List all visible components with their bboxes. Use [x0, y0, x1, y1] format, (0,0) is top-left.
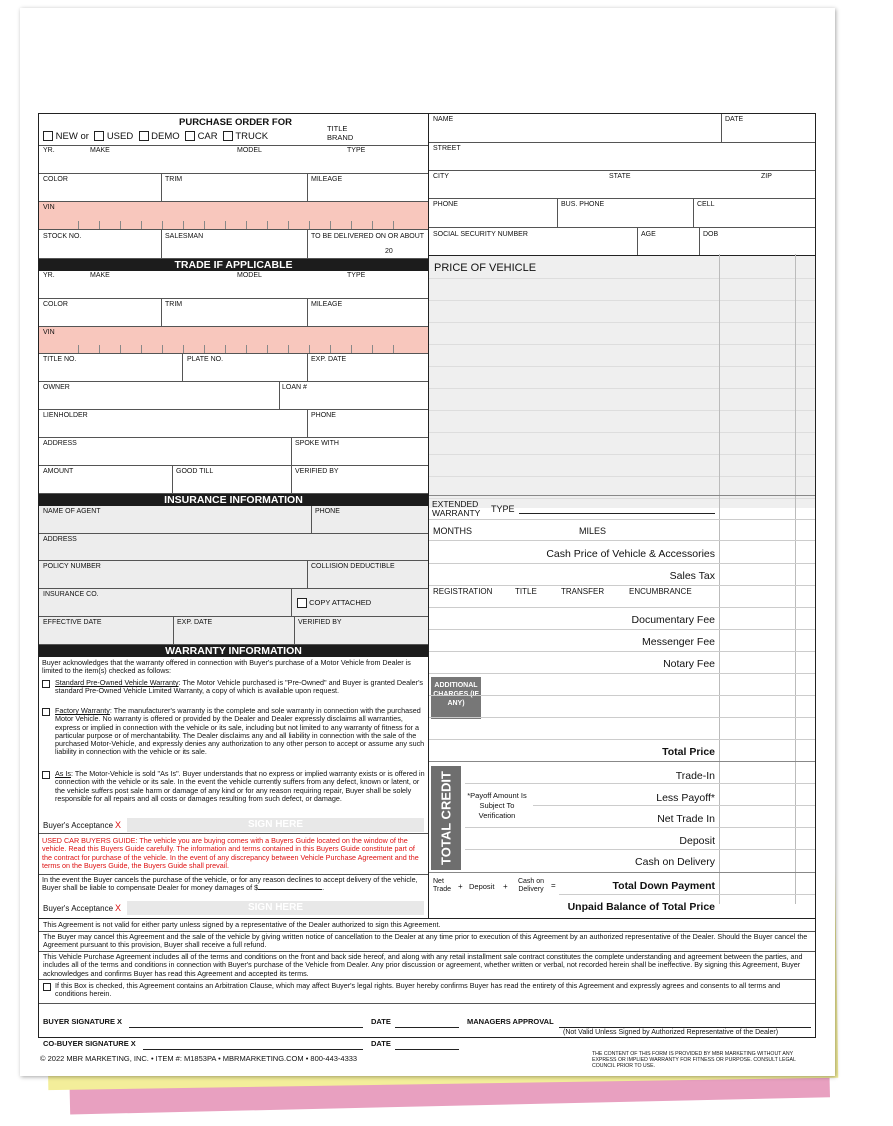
price-entry-area[interactable] [429, 256, 815, 508]
vin-char-tick [120, 345, 121, 353]
price-grid-line [429, 498, 815, 499]
street-row[interactable] [429, 143, 815, 171]
trade-color-row[interactable] [39, 299, 428, 327]
vin-char-tick [330, 221, 331, 229]
buyer-signature-field[interactable] [129, 1027, 363, 1028]
car-label: CAR [197, 131, 218, 142]
effective-label: EFFECTIVE DATE [43, 619, 102, 626]
vin-char-tick [225, 221, 226, 229]
trade-verified-label: VERIFIED BY [295, 468, 339, 475]
buyer-signature-label: BUYER SIGNATURE X [43, 1017, 123, 1026]
agent-row[interactable] [39, 506, 428, 534]
cash-on-delivery-label: Cash on Delivery [635, 856, 715, 868]
vin-label: VIN [43, 204, 55, 211]
trade-address-row[interactable] [39, 438, 428, 466]
price-grid-line [429, 454, 815, 455]
factory-warranty-checkbox[interactable] [42, 708, 50, 716]
sales-tax-label: Sales Tax [669, 570, 715, 582]
vin-char-tick [99, 345, 100, 353]
company-label: INSURANCE CO. [43, 591, 99, 598]
trade-address-label: ADDRESS [43, 440, 77, 447]
company-row[interactable] [39, 589, 428, 617]
vin-char-tick [309, 345, 310, 353]
vin-char-tick [246, 345, 247, 353]
year-prefix: 20 [385, 248, 393, 255]
extended-warranty-label: EXTENDED WARRANTY [432, 499, 481, 518]
ssn-row[interactable] [429, 228, 815, 256]
policy-label: POLICY NUMBER [43, 563, 101, 570]
zip-label: ZIP [761, 173, 772, 180]
agent-label: NAME OF AGENT [43, 508, 101, 515]
phone-row[interactable] [429, 199, 815, 228]
price-grid-line [429, 432, 815, 433]
vin-char-tick [183, 221, 184, 229]
price-grid-line [429, 344, 815, 345]
factory-warranty-text: : The manufacturer's warranty is the complete and sole warranty in connection with the purchased Motor Vehicle. No warranty is offered or provided by the Dealer and Dealer expressly disclaims all warranties, express or implied in connection with the vehicle or its sale, including but not limited to any warranty of fitness for a particular purpose or of merchantability. The Dealer disclaims any and all liability in connection with the sale of the purchased Motor-Vehicle, and expressly denies any authorization to any other person to accept or assume any such liability in connection with the vehicle or its sale. [55, 706, 425, 757]
exp-date-label: EXP. DATE [311, 356, 347, 363]
trade-trim-label: TRIM [165, 301, 183, 308]
vin-char-tick [204, 345, 205, 353]
total-down-label: Total Down Payment [612, 880, 715, 892]
price-grid-line [429, 410, 815, 411]
used-label: USED [106, 131, 134, 142]
warranty-type-label: TYPE [491, 504, 515, 514]
trade-model-label: MODEL [237, 272, 262, 279]
purchase-order-title: PURCHASE ORDER FOR [179, 117, 292, 128]
buyer-date-field[interactable] [395, 1027, 459, 1028]
ssn-label: SOCIAL SECURITY NUMBER [433, 231, 528, 238]
ins-exp-label: EXP. DATE [177, 619, 213, 626]
formula-plus-2: + [503, 882, 508, 891]
terms-agreement: This Vehicle Purchase Agreement includes all of the terms and conditions on the front and back side hereof, and along with any retail installment sale contract constitutes the complete understanding and agreement between the parties, and includes all of the terms and conditions in connection with Buyer's purchase of the Vehicle from Dealer. Any prior discussion or agreement, whether written or verbal, not recorded herein shall be ineffective. By signing this Agreement, Buyer acknowledges and confirms Buyer has read this Agreement and accepted its terms. [43, 952, 803, 978]
loan-label: LOAN # [282, 384, 307, 391]
factory-warranty [42, 707, 426, 757]
formula-cod: Cash on Delivery [517, 878, 545, 893]
purchase-order-form [38, 113, 816, 1048]
lienholder-label: LIENHOLDER [43, 412, 88, 419]
trade-mileage-label: MILEAGE [311, 301, 343, 308]
vin-field[interactable] [39, 202, 428, 230]
amount-row[interactable] [39, 466, 428, 494]
demo-label: DEMO [151, 131, 180, 142]
name-row[interactable] [429, 114, 815, 143]
cell-label: CELL [697, 201, 715, 208]
arbitration-checkbox[interactable] [43, 983, 51, 991]
registration-label: REGISTRATION [433, 587, 493, 596]
vin-char-tick [288, 221, 289, 229]
ins-verified-label: VERIFIED BY [298, 619, 342, 626]
trade-vehicle-row[interactable] [39, 271, 428, 299]
acceptance-x: X [115, 820, 122, 830]
effective-row[interactable] [39, 617, 428, 645]
color-label: COLOR [43, 176, 68, 183]
price-grid-line [429, 476, 815, 477]
vin-char-tick [162, 345, 163, 353]
trade-vin-label: VIN [43, 329, 55, 336]
notary-fee-label: Notary Fee [663, 658, 715, 670]
left-column [39, 114, 429, 1037]
insurance-address-row[interactable] [39, 534, 428, 561]
insurance-address-label: ADDRESS [43, 536, 77, 543]
trade-color-label: COLOR [43, 301, 68, 308]
price-grid-line [429, 278, 815, 279]
purchase-order-header [39, 114, 428, 146]
copy-attached-label: COPY ATTACHED [309, 598, 372, 607]
sign-here-field[interactable]: SIGN HERE [127, 818, 424, 832]
vin-char-tick [330, 345, 331, 353]
good-till-label: GOOD TILL [176, 468, 214, 475]
lien-phone-label: PHONE [311, 412, 336, 419]
cobuyer-date-label: DATE [371, 1039, 391, 1048]
vin-char-tick [246, 221, 247, 229]
acceptance-x-2: X [115, 903, 122, 913]
terms-valid: This Agreement is not valid for either party unless signed by a representative of the Dealer authorized to sign this Agreement. [43, 920, 441, 929]
phone-label: PHONE [433, 201, 458, 208]
trade-make-label: MAKE [90, 272, 110, 279]
managers-approval-label: MANAGERS APPROVAL [467, 1017, 554, 1026]
sign-here-field-2[interactable]: SIGN HERE [127, 901, 424, 915]
trade-type-label: TYPE [347, 272, 366, 279]
title-row[interactable] [39, 354, 428, 382]
age-label: AGE [641, 231, 656, 238]
miles-label: MILES [579, 526, 607, 536]
cobuyer-signature-label: CO-BUYER SIGNATURE X [43, 1039, 136, 1048]
price-grid-line [429, 300, 815, 301]
truck-label: TRUCK [235, 131, 269, 142]
vin-char-tick [372, 345, 373, 353]
footer-copyright: © 2022 MBR MARKETING, INC. • ITEM #: M1853PA • MBRMARKETING.COM • 800-443-4333 [40, 1054, 358, 1063]
type-label: TYPE [347, 147, 366, 154]
trade-in-label: Trade-In [675, 770, 715, 782]
acceptance-label: Buyer's Acceptance [43, 821, 114, 830]
total-credit-bar [431, 766, 461, 870]
trim-label: TRIM [165, 176, 183, 183]
copy-attached [297, 598, 371, 608]
truck-checkbox[interactable] [223, 131, 233, 141]
bus-phone-label: BUS. PHONE [561, 201, 605, 208]
vin-char-tick [267, 221, 268, 229]
trade-yr-label: YR. [43, 272, 55, 279]
factory-warranty-title: Factory Warranty [55, 706, 110, 715]
acceptance-row [39, 816, 428, 834]
city-label: CITY [433, 173, 449, 180]
vin-char-tick [99, 221, 100, 229]
transfer-label: TRANSFER [561, 587, 605, 596]
terms-arbitration [43, 982, 813, 999]
vin-char-tick [267, 345, 268, 353]
cancel-notice: In the event the Buyer cancels the purchase of the vehicle, or for any reason declines to accept delivery of the vehicle, Buyer shall be liable to compensate Dealer for money damages of $ . [42, 875, 418, 893]
price-grid-line [429, 322, 815, 323]
cancel-text: In the event the Buyer cancels the purchase of the vehicle, or for any reason declines to accept delivery of the vehicle, Buyer shall be liable to compensate Dealer for money damages of $ [42, 875, 418, 893]
car-checkbox[interactable] [185, 131, 195, 141]
as-is-warranty [42, 770, 426, 803]
state-label: STATE [609, 173, 631, 180]
vin-char-tick [78, 345, 79, 353]
demo-checkbox[interactable] [139, 131, 149, 141]
vin-char-tick [162, 221, 163, 229]
total-credit-label: TOTAL CREDIT [438, 771, 454, 865]
terms-cancel: The Buyer may cancel this Agreement and the sale of the vehicle by giving written notice of cancellation to the Dealer at any time prior to execution of this Agreement by an authorized representative of the Dealer. Should the Buyer cancel the Agreement pursuant to this provision, Buyer shall receive a full refund. [43, 932, 808, 950]
documentary-fee-label: Documentary Fee [631, 614, 715, 626]
as-is-text: : The Motor-Vehicle is sold "As Is". Buyer understands that no express or implied warranty exists or is offered in connection with the vehicle or its sale. In the event the vehicle currently suffers from any defect, known or latent, or the vehicle suffers post sale harm or damage of any kind or for any reason requiring repair, Buyer shall be solely responsible for all repairs and all costs or damages resulting from such defect, or damage. [55, 769, 425, 803]
arbitration-text: If this Box is checked, this Agreement contains an Arbitration Clause, which may affect Buyer's legal rights. Buyer hereby confirms Buyer has read the entirety of this Agreement and expressly agrees and consents to all terms and conditions herein. [55, 981, 781, 999]
footer-disclaimer: THE CONTENT OF THIS FORM IS PROVIDED BY MBR MARKETING WITHOUT ANY EXPRESS OR IMPLIED WARRANTY FOR FITNESS OR PURPOSE. CONSULT LEGAL COUNCIL PRIOR TO USE. [592, 1051, 796, 1069]
new-label: NEW or [55, 131, 89, 142]
acceptance-row-2 [39, 898, 428, 918]
delivered-label: TO BE DELIVERED ON OR ABOUT [311, 233, 425, 240]
vin-char-tick [141, 345, 142, 353]
net-trade-label: Net Trade In [657, 813, 715, 825]
collision-label: COLLISION DEDUCTIBLE [311, 563, 395, 570]
vin-char-tick [372, 221, 373, 229]
lienholder-row[interactable] [39, 410, 428, 438]
vin-char-tick [183, 345, 184, 353]
terms-section [39, 918, 815, 1048]
stock-label: STOCK NO. [43, 233, 82, 240]
vin-char-tick [393, 221, 394, 229]
street-label: STREET [433, 145, 461, 152]
vin-char-tick [393, 345, 394, 353]
deposit-label: Deposit [679, 835, 715, 847]
warranty-intro: Buyer acknowledges that the warranty offered in connection with Buyer's purchase of a Motor Vehicle from Dealer is limited to the item(s) checked as follows: [42, 658, 411, 676]
title-brand-label: TITLE BRAND [327, 124, 354, 142]
insurance-header: INSURANCE INFORMATION [39, 494, 428, 506]
trade-header: TRADE IF APPLICABLE [39, 259, 428, 271]
cobuyer-signature-field[interactable] [143, 1049, 363, 1050]
vin-char-tick [351, 345, 352, 353]
damages-amount-field[interactable] [258, 889, 322, 890]
amount-label: AMOUNT [43, 468, 74, 475]
vehicle-type-options [43, 131, 268, 142]
standard-warranty-checkbox[interactable] [42, 680, 50, 688]
owner-label: OWNER [43, 384, 70, 391]
make-label: MAKE [90, 147, 110, 154]
vin-char-tick [120, 221, 121, 229]
price-grid-line [429, 366, 815, 367]
formula-net-trade: Net Trade [433, 878, 452, 893]
salesman-label: SALESMAN [165, 233, 204, 240]
yr-label: YR. [43, 147, 55, 154]
copy-attached-checkbox[interactable] [297, 598, 307, 608]
formula-plus-1: + [458, 882, 463, 891]
formula-deposit: Deposit [469, 882, 495, 891]
agent-phone-label: PHONE [315, 508, 340, 515]
messenger-fee-label: Messenger Fee [642, 636, 715, 648]
as-is-checkbox[interactable] [42, 771, 50, 779]
title-fee-label: TITLE [515, 587, 537, 596]
stock-row[interactable] [39, 230, 428, 259]
buyers-guide-notice: USED CAR BUYERS GUIDE: The vehicle you are buying comes with a Buyers Guide located on the window of the vehicle. Read this Buyers Guide carefully. The information and terms contained in this Buyers Guide constitute part of the contract for purchase of the vehicle. In the event of any discrepancy between Vehicle Purchase Agreement and the terms on the Buyers Guide, the Buyers Guide shall prevail. [42, 836, 419, 870]
city-row[interactable] [429, 171, 815, 199]
not-valid-note: (Not Valid Unless Signed by Authorized Representative of the Dealer) [563, 1029, 779, 1036]
total-price-label: Total Price [662, 746, 715, 758]
vin-char-tick [309, 221, 310, 229]
standard-warranty [42, 679, 426, 696]
less-payoff-label: Less Payoff* [656, 792, 715, 804]
price-of-vehicle-label: PRICE OF VEHICLE [434, 262, 537, 274]
plate-no-label: PLATE NO. [187, 356, 224, 363]
dob-label: DOB [703, 231, 719, 238]
policy-row[interactable] [39, 561, 428, 589]
cash-price-label: Cash Price of Vehicle & Accessories [546, 548, 715, 560]
used-checkbox[interactable] [94, 131, 104, 141]
name-label: NAME [433, 116, 454, 123]
additional-charges-label: ADDITIONAL CHARGES (IF ANY) [431, 677, 481, 719]
warranty-type-field[interactable] [519, 513, 715, 514]
vin-char-tick [204, 221, 205, 229]
encumbrance-label: ENCUMBRANCE [629, 587, 692, 596]
vin-char-tick [78, 221, 79, 229]
trade-vin-field[interactable] [39, 327, 428, 354]
buyer-date-label: DATE [371, 1017, 391, 1026]
mileage-label: MILEAGE [311, 176, 343, 183]
title-no-label: TITLE NO. [43, 356, 77, 363]
date-label: DATE [725, 116, 744, 123]
cobuyer-date-field[interactable] [395, 1049, 459, 1050]
vin-char-tick [351, 221, 352, 229]
vin-char-tick [288, 345, 289, 353]
standard-warranty-title: Standard Pre-Owned Vehicle Warranty [55, 678, 179, 687]
new-checkbox[interactable] [43, 131, 53, 141]
unpaid-balance-label: Unpaid Balance of Total Price [567, 901, 715, 913]
managers-approval-field[interactable] [559, 1027, 811, 1028]
spoke-with-label: SPOKE WITH [295, 440, 339, 447]
vin-char-tick [225, 345, 226, 353]
standard-warranty-text: : The Motor Vehicle purchased is "Pre-Owned" and Buyer is granted Dealer's standard Pre-Owned Vehicle Limited Warranty, a copy of which is available upon request. [55, 678, 424, 696]
acceptance-label-2: Buyer's Acceptance [43, 904, 114, 913]
as-is-title: As Is [55, 769, 71, 778]
vehicle-row[interactable] [39, 146, 428, 174]
warranty-header: WARRANTY INFORMATION [39, 645, 428, 657]
model-label: MODEL [237, 147, 262, 154]
formula-equals: = [551, 881, 556, 890]
payoff-note: *Payoff Amount Is Subject To Verification [467, 791, 527, 820]
color-row[interactable] [39, 174, 428, 202]
right-column [429, 114, 815, 1037]
price-grid-line [429, 388, 815, 389]
months-label: MONTHS [433, 526, 472, 536]
vin-char-tick [141, 221, 142, 229]
owner-row[interactable] [39, 382, 428, 410]
